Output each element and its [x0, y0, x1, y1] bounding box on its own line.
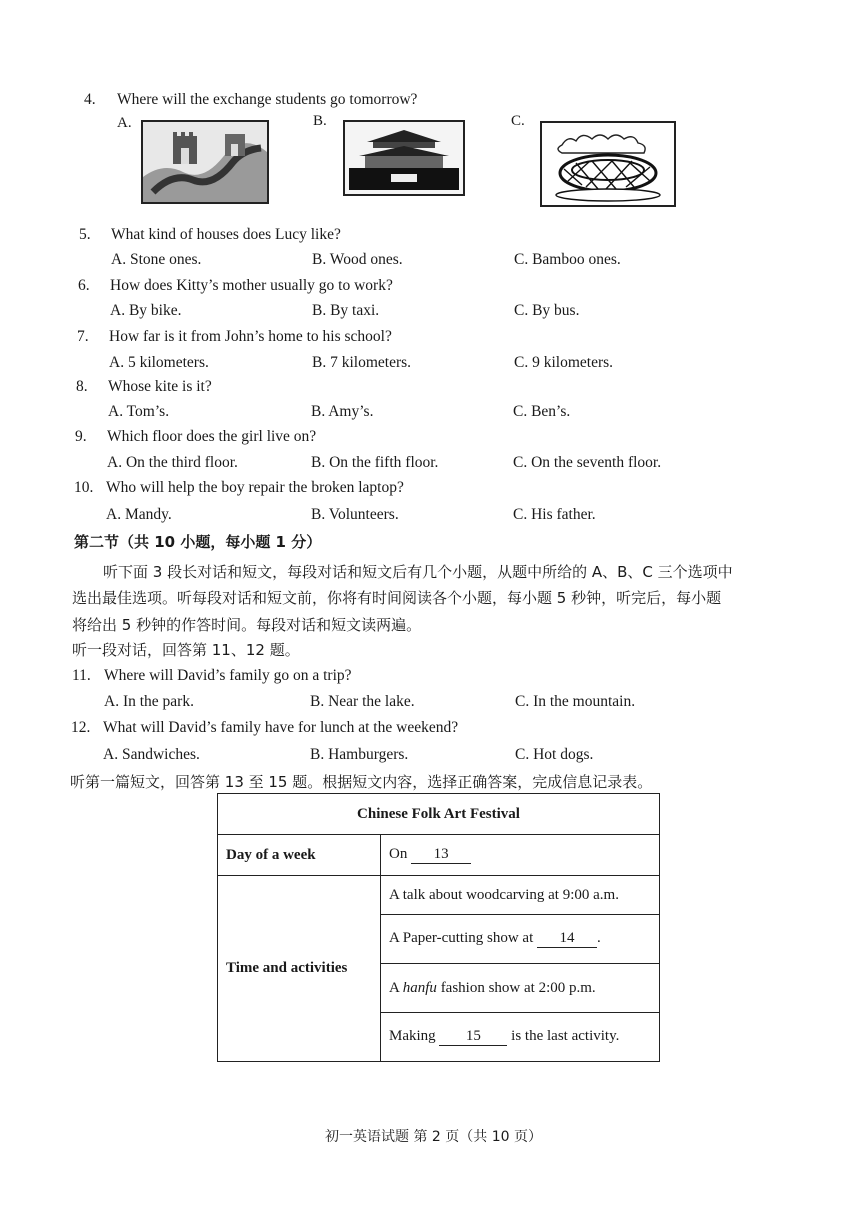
- question-number: 11.: [72, 667, 91, 684]
- question-text: Which floor does the girl live on?: [107, 428, 317, 445]
- activity-3: [381, 964, 660, 1013]
- activity-3-hanfu: hanfu: [402, 979, 437, 996]
- question-text: Who will help the boy repair the broken laptop?: [106, 479, 404, 496]
- day-cell: [381, 835, 660, 876]
- option-b: B. On the fifth floor.: [311, 454, 439, 471]
- question-text: What will David’s family have for lunch at the weekend?: [103, 719, 459, 736]
- option-a: A. Sandwiches.: [103, 746, 200, 763]
- question-text: Where will the exchange students go tomorrow?: [117, 91, 418, 108]
- answer-blank-15: 15: [439, 1028, 507, 1046]
- question-text: How does Kitty’s mother usually go to work?: [110, 277, 393, 294]
- option-b: B. Volunteers.: [311, 506, 399, 523]
- option-c: C. Bamboo ones.: [514, 251, 621, 268]
- option-b: B. Hamburgers.: [310, 746, 409, 763]
- question-number: 8.: [76, 378, 88, 395]
- activity-2-period: .: [597, 930, 601, 946]
- option-a: A. On the third floor.: [107, 454, 238, 471]
- option-b: B. Amy’s.: [311, 403, 374, 420]
- question-number: 9.: [75, 428, 87, 445]
- question-text: Where will David’s family go on a trip?: [104, 667, 352, 684]
- option-label-c: C.: [511, 113, 525, 129]
- option-c: C. 9 kilometers.: [514, 354, 614, 371]
- activity-3-text: fashion show at 2:00 p.m.: [440, 979, 596, 996]
- question-text: Whose kite is it?: [108, 378, 212, 395]
- option-a: A. Tom’s.: [108, 403, 170, 420]
- activity-1: A talk about woodcarving at 9:00 a.m.: [381, 876, 660, 915]
- question-number: 5.: [79, 226, 91, 243]
- option-a: A. Stone ones.: [111, 251, 202, 268]
- instruction-line: 听下面 3 段长对话和短文，每段对话和短文后有几个小题，从题中所给的 A、B、C 三个选项中: [103, 563, 733, 581]
- question-number: 10.: [74, 479, 94, 496]
- option-label-b: B.: [313, 113, 327, 129]
- option-a: A. By bike.: [110, 302, 182, 319]
- activity-3-prefix: A: [389, 979, 400, 996]
- table-title: Chinese Folk Art Festival: [218, 794, 660, 835]
- option-b: B. By taxi.: [312, 302, 380, 319]
- answer-blank-14: 14: [537, 930, 597, 948]
- option-b: B. 7 kilometers.: [312, 354, 412, 371]
- question-number: 6.: [78, 277, 90, 294]
- passage-intro: 听第一篇短文，回答第 13 至 15 题。根据短文内容，选择正确答案，完成信息记录表。: [70, 773, 653, 791]
- activity-2: [381, 915, 660, 964]
- option-c: C. His father.: [513, 506, 596, 523]
- option-a: A. In the park.: [104, 693, 194, 710]
- day-label: Day of a week: [218, 835, 381, 876]
- option-c: C. Ben’s.: [513, 403, 571, 420]
- palace-museum-picture: [343, 120, 465, 196]
- instruction-line: 将给出 5 秒钟的作答时间。每段对话和短文读两遍。: [72, 616, 422, 634]
- question-text: How far is it from John’s home to his school?: [109, 328, 392, 345]
- option-c: C. In the mountain.: [515, 693, 636, 710]
- option-b: B. Wood ones.: [312, 251, 403, 268]
- great-wall-picture: [141, 120, 269, 204]
- question-text: What kind of houses does Lucy like?: [111, 226, 341, 243]
- option-a: A. Mandy.: [106, 506, 172, 523]
- option-c: C. By bus.: [514, 302, 580, 319]
- dialog-intro: 听一段对话，回答第 11、12 题。: [72, 641, 300, 659]
- option-c: C. On the seventh floor.: [513, 454, 662, 471]
- question-number: 4.: [84, 91, 96, 108]
- activity-4-prefix: Making: [389, 1028, 436, 1044]
- answer-blank-13: 13: [411, 846, 471, 864]
- instruction-line: 选出最佳选项。听每段对话和短文前，你将有时间阅读各个小题，每小题 5 秒钟，听完后，每小题: [72, 589, 722, 607]
- activity-4: [381, 1013, 660, 1062]
- day-prefix: On: [389, 846, 408, 862]
- option-label-a: A.: [117, 115, 132, 131]
- option-a: A. 5 kilometers.: [109, 354, 209, 371]
- activity-4-text: is the last activity.: [511, 1028, 620, 1044]
- question-number: 12.: [71, 719, 91, 736]
- time-label: Time and activities: [218, 876, 381, 1062]
- info-record-table: [217, 793, 660, 1062]
- activity-2-text: A Paper-cutting show at: [389, 930, 534, 946]
- section-heading: 第二节（共 10 小题，每小题 1 分）: [74, 533, 322, 551]
- question-number: 7.: [77, 328, 89, 345]
- page-footer: 初一英语试题 第 2 页（共 10 页）: [325, 1129, 542, 1145]
- birds-nest-stadium-picture: [540, 121, 676, 207]
- option-c: C. Hot dogs.: [515, 746, 594, 763]
- option-b: B. Near the lake.: [310, 693, 415, 710]
